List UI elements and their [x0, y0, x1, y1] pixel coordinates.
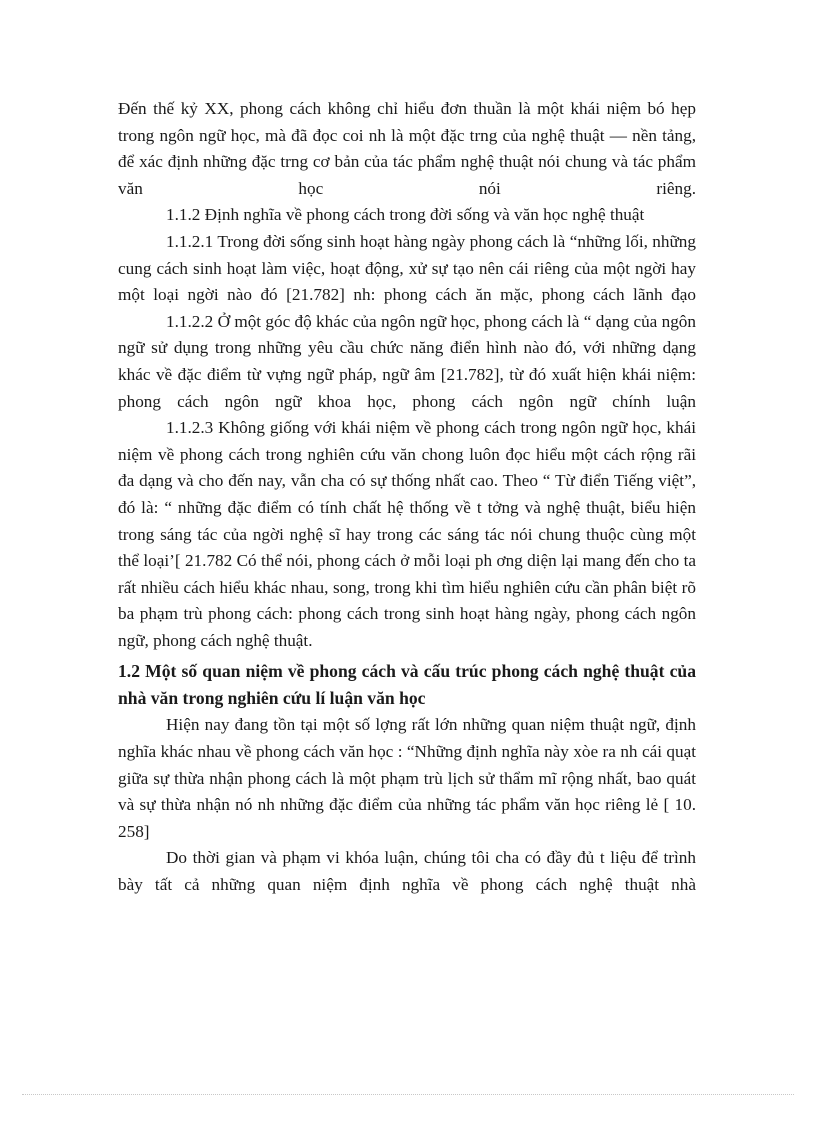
paragraph-concepts: Hiện nay đang tồn tại một số lợng rất lớn những quan niệm thuật ngữ, định nghĩa khác nhau về phong cách văn học : “Những định nghĩa này xòe ra nh cái quạt giữa sự thừa nhận phong cách là một phạm trù lịch sử thẩm mĩ rộng nhất, bao quát và sự thừa nhận nó nh những đặc điểm của những tác phẩm văn học riêng lẻ [ 10. 258] — [118, 715, 696, 841]
page-bottom-divider — [22, 1094, 794, 1095]
body-text — [118, 96, 696, 899]
paragraph-1-1-2-2: 1.1.2.2 Ở một góc độ khác của ngôn ngữ học, phong cách là “ dạng của ngôn ngữ sử dụng trong những yêu cầu chức năng điển hình nào đó, với những dạng khác về đặc điểm từ vựng ngữ pháp, ngữ âm [21.782], từ đó xuất hiện khái niệm: phong cách ngôn ngữ khoa học, phong cách ngôn ngữ chính luận — [118, 311, 696, 411]
paragraph-style-intro: Đến thế kỷ XX, phong cách không chỉ hiểu đơn thuần là một khái niệm bó hẹp trong ngôn ngữ học, mà đã đọc coi nh là một đặc trng của nghệ thuật — nền tảng, để xác định những đặc trng cơ bản của tác phẩm nghệ thuật nói chung và tác phẩm văn học nói riêng. — [118, 99, 696, 198]
paragraph-1-1-2-1: 1.1.2.1 Trong đời sống sinh hoạt hàng ngày phong cách là “những lối, những cung cách sinh hoạt làm việc, hoạt động, xử sự tạo nên cái riêng của một ngời hay một loại ngời nào đó [21.782] nh: phong cách ăn mặc, phong cách lãnh đạo — [118, 231, 696, 305]
section-heading-1-2: 1.2 Một số quan niệm về phong cách và cấu trúc phong cách nghệ thuật của nhà văn trong nghiên cứu lí luận văn học — [118, 661, 696, 709]
paragraph-scope: Do thời gian và phạm vi khóa luận, chúng tôi cha có đầy đủ t liệu để trình bày tất cả những quan niệm định nghĩa về phong cách nghệ thuật nhà — [118, 848, 696, 895]
paragraph-1-1-2-3: 1.1.2.3 Không giống với khái niệm về phong cách trong ngôn ngữ học, khái niệm về phong cách trong nghiên cứu văn chong luôn đọc hiểu một cách rộng rãi đa dạng và cho đến nay, vẫn cha có sự thống nhất cao. Theo “ Từ điển Tiếng việt”, đó là: “ những đặc điểm có tính chất hệ thống về t tởng và nghệ thuật, biểu hiện trong sáng tác của ngời nghệ sĩ hay trong các sáng tác nói chung thuộc cùng một thể loại’[ 21.782 Có thể nói, phong cách ở mỗi loại ph ơng diện lại mang đến cho ta rất nhiều cách hiểu khác nhau, song, trong khi tìm hiểu nghiên cứu cần phân biệt rõ ba phạm trù phong cách: phong cách trong sinh hoạt hàng ngày, phong cách ngôn ngữ, phong cách nghệ thuật. — [118, 418, 696, 650]
subsection-title-1-1-2: 1.1.2 Định nghĩa về phong cách trong đời sống và văn học nghệ thuật — [166, 205, 645, 225]
